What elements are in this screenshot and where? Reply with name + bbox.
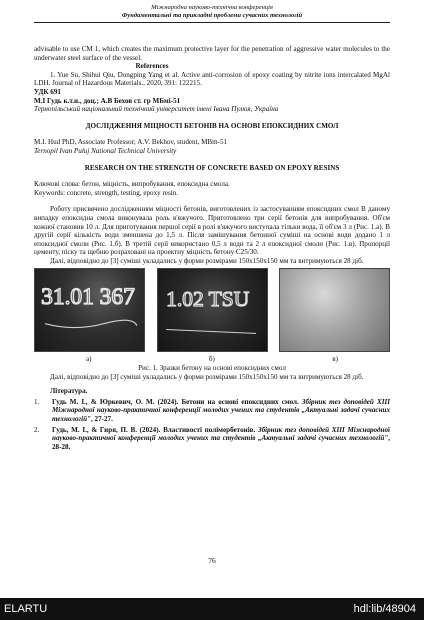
literature-item-pages: , 28-28. (52, 434, 390, 451)
concrete-sample-photo-c (279, 268, 390, 352)
literature-item-source: Збірник тез доповідей XIII Міжнародної науково-практичної конференції молодих учених та студентів „Актуальні задачі сучасних технологій" (52, 397, 390, 424)
authors-english: M.I. Hud PhD, Associate Professor; A.V. Bekhov, student, MBm-51 (34, 138, 228, 147)
literature-list (34, 387, 390, 451)
literature-item-number: 2. (34, 425, 40, 434)
photo-b-scratched-text: 1.02 TSU (165, 287, 249, 312)
article-title-ukrainian: ДОСЛІДЖЕННЯ МІЦНОСТІ БЕТОНІВ НА ОСНОВІ ЕПОКСИДНИХ СМОЛ (85, 121, 339, 130)
running-header (34, 4, 390, 20)
previous-reference-1: 1. Yue Su, Shihui Qiu, Dongping Yang et al. Active anti-corrosion of epoxy coating by nitrite ions intercalated MgAl LDH. Journal of Hazardous Materials., 2020, 391: 122215. (34, 70, 390, 88)
page-body (34, 45, 390, 451)
paragraph-3: Далі, відповідно до [3] суміші укладались у форми розмірами 150x150x150 мм та витримуються 28 діб. (50, 372, 364, 381)
photo-a-scratched-text: 31.01 367 (41, 284, 135, 311)
conference-title: Фундаментальні та прикладні проблеми сучасних технологій (121, 12, 303, 19)
figure-label-b: б) (208, 355, 215, 364)
keywords-english: Keywords: concrete, strength, testing, epoxy resin. (34, 188, 179, 197)
figure-label-a: а) (86, 355, 92, 364)
photo-b-scratch (166, 330, 256, 334)
photo-a-scratch (45, 321, 137, 328)
literature-item-number: 1. (34, 397, 40, 406)
figure-label-c: в) (332, 355, 338, 364)
repository-name: ELARTU (4, 603, 48, 615)
concrete-sample-photo-a (34, 268, 145, 352)
photo-a-graphic (35, 269, 144, 351)
header-rule (34, 22, 390, 23)
page-number: 76 (208, 556, 216, 565)
literature-item (34, 426, 390, 452)
authors-ukrainian: М.І Гудь к.т.н., доц.; А.В Бехов ст. гр МБмі-51 (34, 96, 181, 105)
article-title-english: RESEARCH ON THE STRENGTH OF CONCRETE BASED ON EPOXY RESINS (84, 163, 340, 172)
conference-name: Міжнародна науково-технічна конференція (151, 4, 273, 11)
literature-item-source: Збірник тез доповідей XIII Міжнародної науково-практичної конференції молодих учених та студентів „Актуальні задачі сучасних технологій" (52, 425, 390, 443)
affiliation-ukrainian: Тернопільський національний технічний університет імені Івана Пулюя, Україна (34, 105, 279, 114)
figure-photos (34, 268, 390, 352)
figure-labels (34, 355, 390, 364)
figure-caption: Рис. 1. Зразки бетону на основі епоксидних смол (138, 364, 286, 373)
viewer-footer-bar (0, 598, 424, 620)
references-heading: References (135, 62, 169, 71)
handle-identifier[interactable]: hdl:lib/48904 (353, 603, 416, 615)
literature-item (34, 398, 390, 424)
concrete-sample-photo-b (157, 268, 268, 352)
literature-heading: Література. (50, 387, 88, 396)
photo-b-graphic (158, 269, 267, 351)
previous-article-tail: advisable to use CM 1, which creates the maximum protective layer for the penetration of aggressive water molecules to the underwater steel surface of the vessel. (34, 45, 390, 62)
udc-code: УДК 691 (34, 87, 61, 96)
affiliation-english: Ternopil Ivan Puluj National Technical University (34, 146, 177, 155)
literature-item-authors-title: Гудь М. І., & Юркевич, О. М. (2024). Бетони на основі епоксидних смол. (52, 397, 299, 406)
literature-item-pages: , 27-27. (91, 415, 113, 424)
literature-item-authors-title: Гудь, М. І., & Гиря, П. В. (2024). Властивості полімербетонів. (52, 425, 256, 434)
paragraph-2: Далі, відповідно до [3] суміші укладались у форми розмірами 150x150x150 мм та витримуються 28 діб. (50, 256, 364, 265)
keywords-ukrainian: Ключові слова: бетон, міцність, випробування, епоксидна смола. (34, 180, 230, 189)
paragraph-1: Роботу присвячено дослідженням міцності бетонів, виготовлених із застосуванням епоксидних смол В даному випадку епоксидна смола виконувала роль в'яжучого. Приготовлено три серії бетонів для випробування. Об'єм кожної становив 10 л. Для приготування першої серії в ролі в'яжучого виступала тільки вода, її об'єм 3 л (Рис. 1.а). В другій серії кількість води зменшена до 1,5 л. Після замішування бетонної суміші на основі води додано 1 л епоксидної смоли (Рис. 1.б). В третій серії використано 0,5 л води та 2 л епоксидної смоли (Рис. 1.в). Пропорції цементу, піску та щебню розраховані на проектну міцність бетону С25/30. (34, 205, 390, 257)
